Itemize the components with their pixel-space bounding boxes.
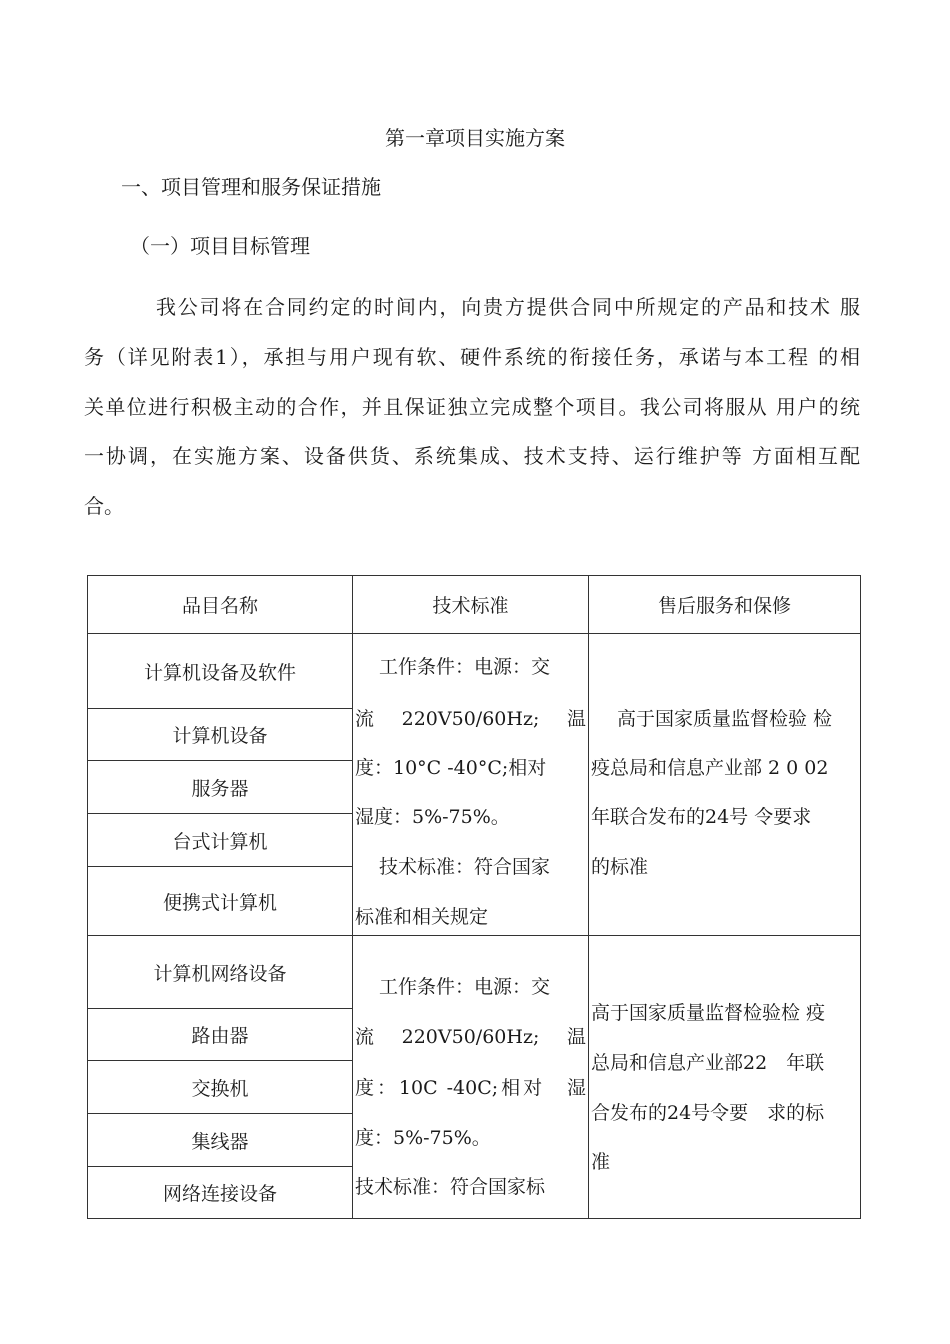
item-category: 计算机网络设备	[88, 936, 353, 1009]
header-tech-standard: 技术标准	[353, 576, 589, 634]
item-name: 计算机设备	[88, 709, 353, 761]
header-after-sales: 售后服务和保修	[589, 576, 861, 634]
tech-line: 度：10°C -40°C;相对	[355, 757, 547, 779]
service-line: 总局和信息产业部22 年联	[591, 1052, 825, 1074]
service-line: 合发布的24号令要 求的标	[591, 1102, 825, 1124]
after-sales-cell	[589, 936, 861, 1219]
tech-line: 流 220V50/60Hz; 温	[355, 1026, 586, 1048]
tech-line: 标准和相关规定	[355, 906, 489, 928]
tech-line: 工作条件：电源：交	[379, 976, 551, 998]
subsection-heading: （一）项目目标管理	[130, 234, 310, 258]
service-line: 的标准	[591, 856, 649, 878]
item-name: 网络连接设备	[88, 1167, 353, 1219]
tech-standard-cell	[353, 634, 589, 936]
service-line: 高于国家质量监督检验 检	[617, 708, 833, 730]
table-row	[88, 936, 861, 1009]
service-line: 年联合发布的24号 令要求	[591, 806, 812, 828]
paragraph-line: 我公司将在合同约定的时间内，向贵方提供合同中所规定的产品和技术 服	[156, 295, 860, 319]
item-name: 集线器	[88, 1114, 353, 1167]
tech-line: 湿度：5%-75%。	[355, 806, 510, 828]
table-row	[88, 634, 861, 709]
tech-line: 技术标准：符合国家	[379, 856, 551, 878]
header-item-name: 品目名称	[88, 576, 353, 634]
item-name: 便携式计算机	[88, 867, 353, 936]
section-heading: 一、项目管理和服务保证措施	[121, 175, 381, 199]
tech-line: 工作条件：电源：交	[379, 656, 551, 678]
item-name: 台式计算机	[88, 814, 353, 867]
paragraph-line: 合。	[84, 494, 124, 518]
tech-line: 流 220V50/60Hz; 温	[355, 708, 586, 730]
tech-standard-cell	[353, 936, 589, 1219]
item-name: 交换机	[88, 1061, 353, 1114]
item-name: 服务器	[88, 761, 353, 814]
service-line: 疫总局和信息产业部 2 0 02	[591, 757, 829, 779]
product-spec-table	[87, 575, 861, 1219]
paragraph-line: 务（详见附表1），承担与用户现有软、硬件系统的衔接任务，承诺与本工程 的相	[84, 345, 860, 369]
page-title: 第一章项目实施方案	[385, 126, 565, 150]
tech-line: 技术标准：符合国家标	[355, 1176, 546, 1198]
after-sales-cell	[589, 634, 861, 936]
service-line: 准	[591, 1151, 611, 1173]
service-line: 高于国家质量监督检验检 疫	[591, 1002, 826, 1024]
item-name: 路由器	[88, 1009, 353, 1061]
item-category: 计算机设备及软件	[88, 634, 353, 709]
tech-line: 度：5%-75%。	[355, 1127, 491, 1149]
paragraph-line: 一协调，在实施方案、设备供货、系统集成、技术支持、运行维护等 方面相互配	[84, 444, 860, 468]
table-header-row	[88, 576, 861, 634]
tech-line: 度：10C -40C;相对 湿	[355, 1077, 586, 1099]
paragraph-line: 关单位进行积极主动的合作，并且保证独立完成整个项目。我公司将服从 用户的统	[84, 395, 860, 419]
